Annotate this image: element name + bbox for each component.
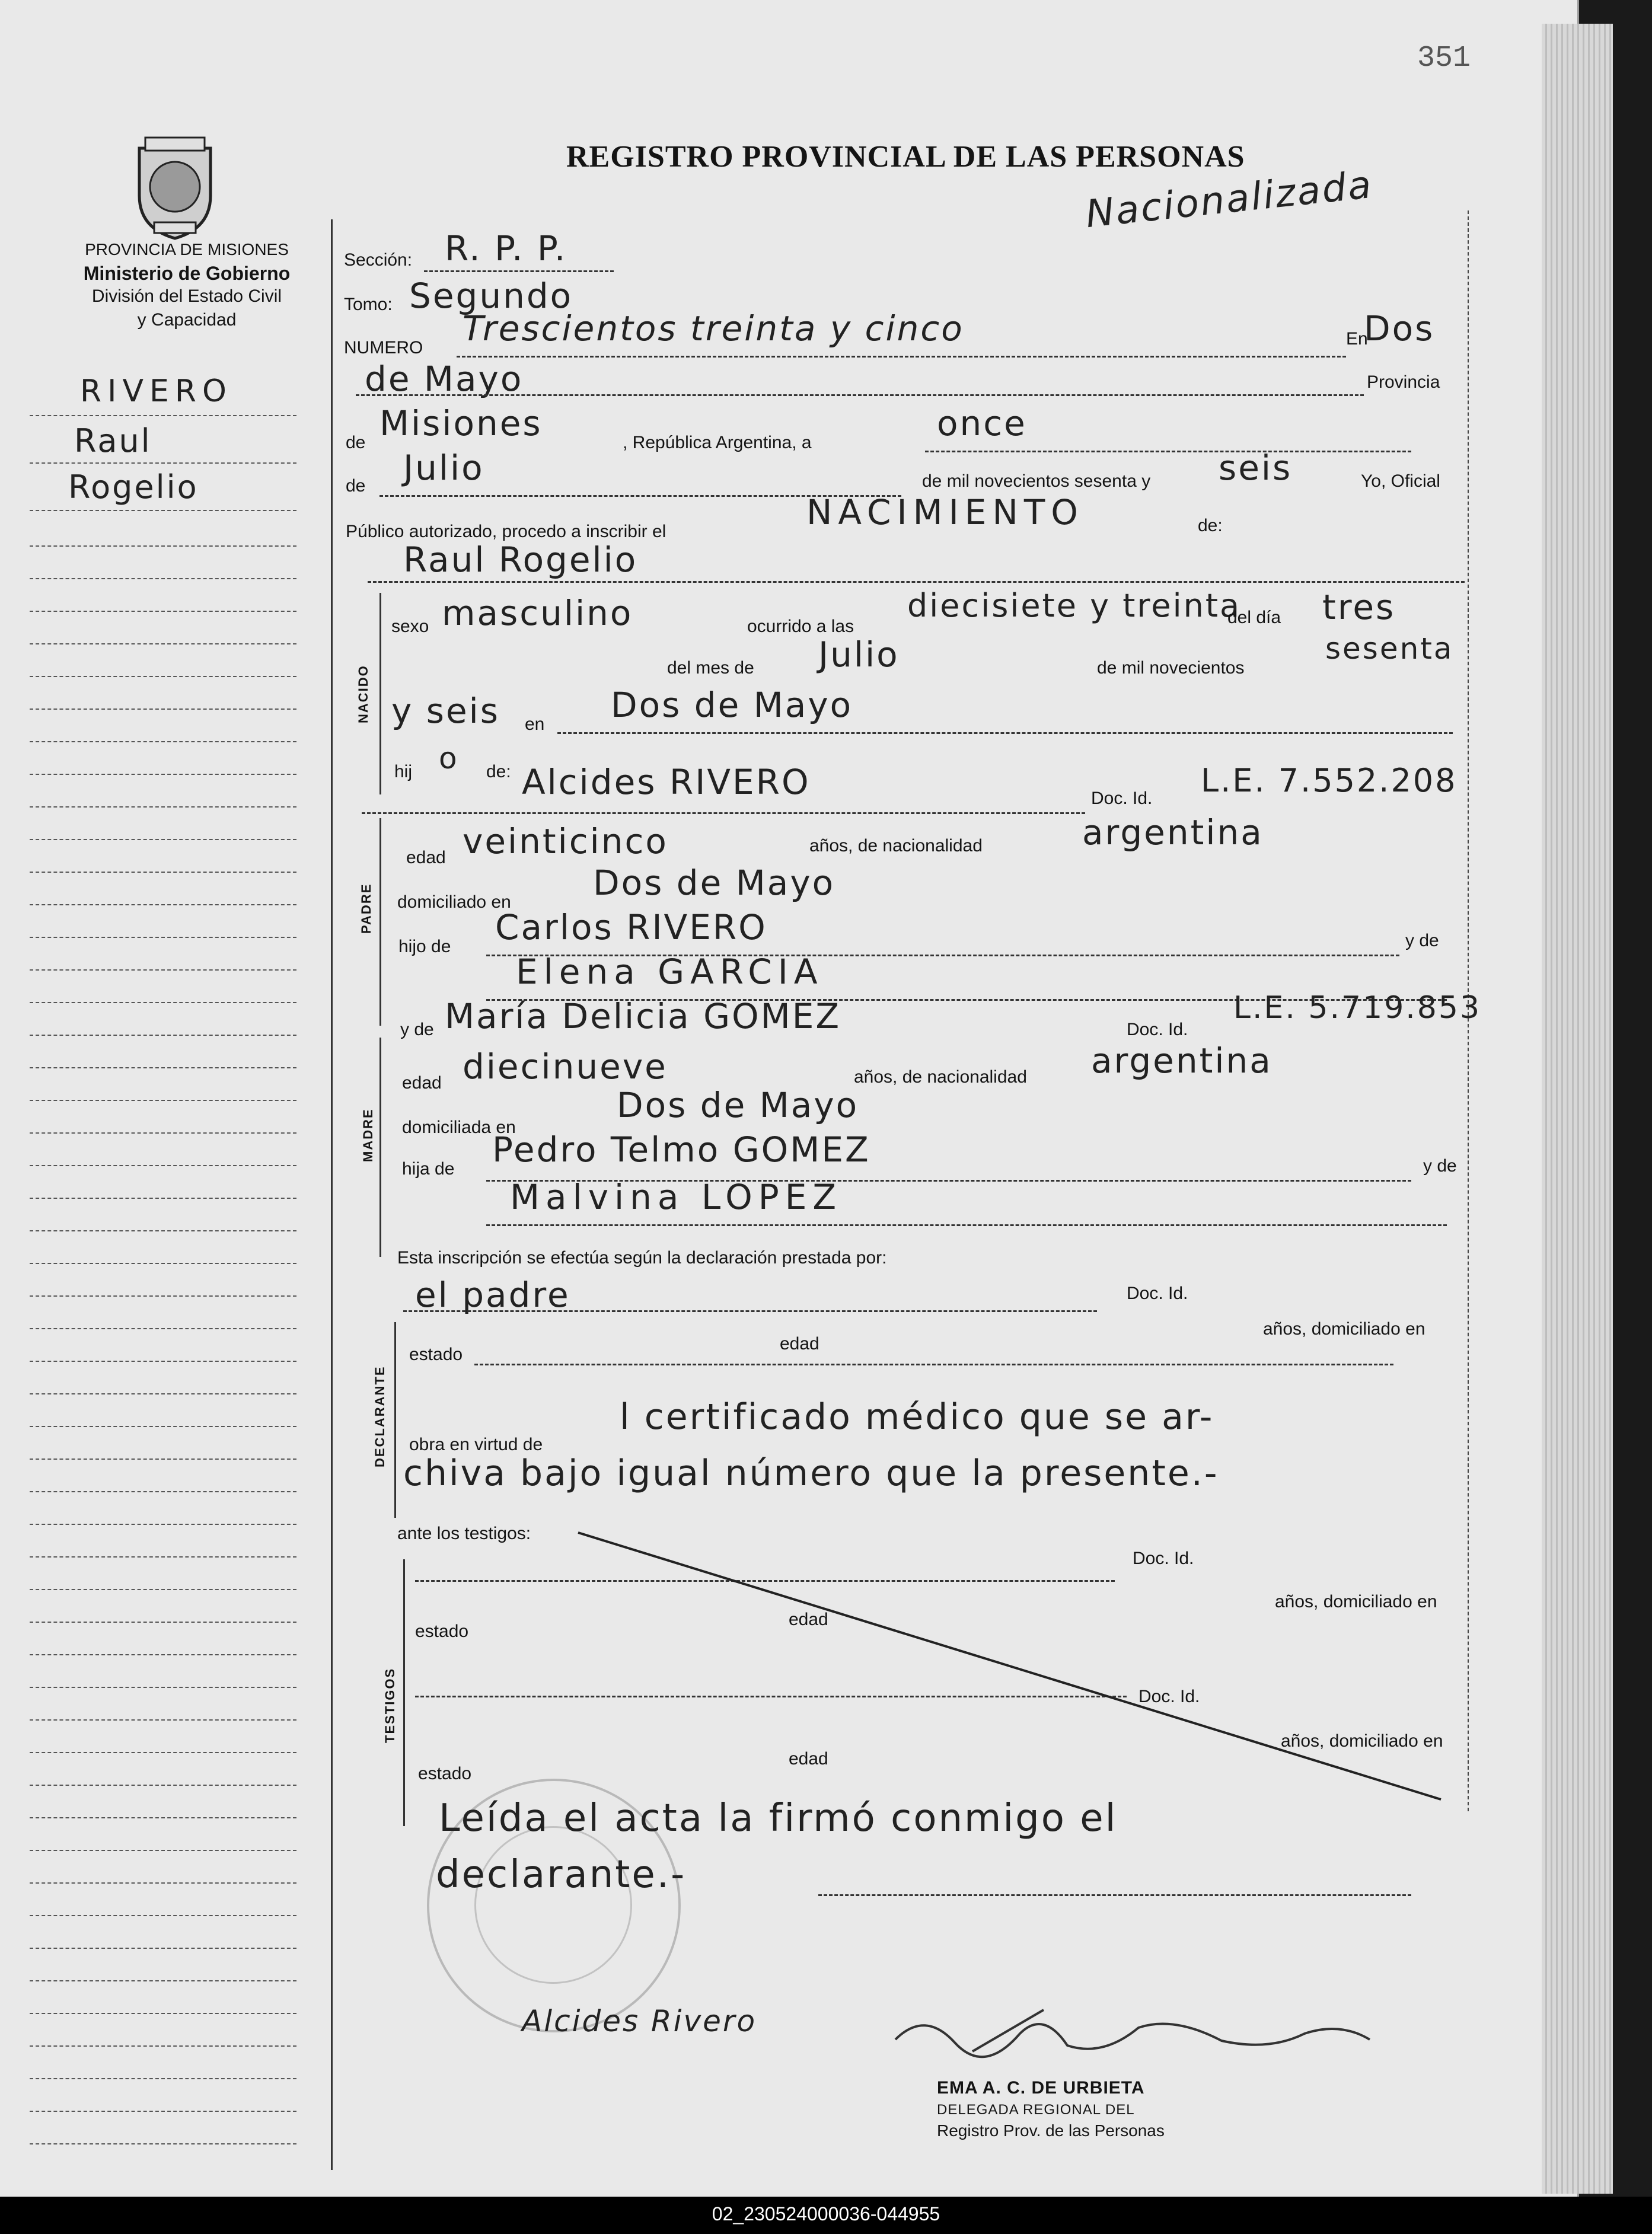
provincia-value: Misiones (379, 403, 543, 443)
declarante-anos-label: años, domiciliado en (1263, 1319, 1425, 1339)
anio-value: seis (1219, 448, 1293, 488)
madre-block-border (379, 1038, 381, 1257)
seccion-label: Sección: (344, 250, 413, 270)
ocurrido-label: ocurrido a las (747, 617, 854, 636)
anio-nac-value: sesenta (1325, 631, 1454, 666)
declarante-doc-label: Doc. Id. (1127, 1284, 1188, 1303)
page-number: 351 (1417, 42, 1471, 75)
declarante-edad-label: edad (780, 1334, 819, 1354)
cancellation-line (575, 1530, 1447, 1802)
publico-label: Público autorizado, procedo a inscribir el (346, 522, 666, 541)
declarante-side-label: DECLARANTE (372, 1365, 387, 1467)
en-label: En (1346, 329, 1368, 349)
declarante-estado-label: estado (409, 1345, 463, 1364)
padre-edad-value: veinticinco (463, 821, 668, 861)
madre-nac-value: argentina (1091, 1041, 1273, 1081)
del-mes-label: del mes de (667, 658, 754, 678)
numero-label: NUMERO (344, 338, 423, 358)
republica-label: , República Argentina, a (623, 433, 812, 452)
padre-dom-value: Dos de Mayo (593, 863, 835, 903)
de2-label: de: (486, 762, 511, 781)
document-title: REGISTRO PROVINCIAL DE LAS PERSONAS (566, 140, 1245, 174)
madre-y-de-label: y de (400, 1020, 434, 1039)
acto-value: NACIMIENTO (806, 492, 1084, 532)
madre-hija-de-label: hija de (402, 1159, 455, 1179)
margin-surname: RIVERO (80, 374, 232, 409)
padre-hijo-de-label: hijo de (398, 937, 451, 956)
hij-label: hij (394, 762, 413, 781)
testigo1-doc-label: Doc. Id. (1133, 1549, 1194, 1568)
padre-y-de-label: y de (1405, 931, 1439, 950)
tomo-value: Segundo (409, 276, 573, 316)
obra-line-2: chiva bajo igual número que la presente.- (403, 1453, 1219, 1494)
lugar-nac-value: Dos de Mayo (611, 685, 853, 725)
org-line-1: PROVINCIA DE MISIONES (85, 240, 289, 258)
provincia-label: Provincia (1367, 372, 1440, 392)
madre-padre-value: Pedro Telmo GOMEZ (492, 1129, 870, 1170)
madre-nombre-value: María Delicia GOMEZ (445, 996, 841, 1036)
declarante-block-border (394, 1322, 396, 1518)
org-line-3: División del Estado Civil (91, 286, 282, 306)
padre-doc-value: L.E. 7.552.208 (1201, 762, 1458, 799)
madre-anos-label: años, de nacionalidad (854, 1067, 1027, 1087)
madre-dom-label: domiciliada en (402, 1118, 516, 1137)
de-colon-label: de: (1198, 516, 1223, 535)
sexo-label: sexo (391, 617, 429, 636)
book-page-edges (1542, 24, 1613, 2194)
de-mil2-label: de mil novecientos (1097, 658, 1245, 678)
de-mil-label: de mil novecientos sesenta y (922, 471, 1151, 491)
padre-nac-value: argentina (1082, 812, 1264, 853)
stamp-line-2: DELEGADA REGIONAL DEL (937, 2102, 1135, 2118)
en-value: Dos (1364, 308, 1435, 349)
lugar-value: de Mayo (365, 359, 524, 399)
testigos-block-border (403, 1559, 405, 1826)
sexo-value: masculino (442, 593, 633, 633)
padre-anos-label: años, de nacionalidad (809, 836, 983, 856)
dia-inscripcion-value: once (937, 403, 1027, 443)
ante-testigos-label: ante los testigos: (397, 1524, 531, 1543)
testigo1-edad-label: edad (789, 1610, 828, 1629)
padre-doc-label: Doc. Id. (1091, 789, 1153, 808)
de-label-2: de (346, 476, 366, 496)
madre-y-de-label: y de (1423, 1156, 1457, 1176)
stamp-line-3: Registro Prov. de las Personas (937, 2121, 1165, 2140)
testigo1-anos-label: años, domiciliado en (1275, 1592, 1437, 1611)
madre-madre-value: Malvina LOPEZ (510, 1177, 843, 1217)
testigo1-estado-label: estado (415, 1622, 469, 1641)
declarante-signature: Alcides Rivero (522, 2004, 757, 2038)
testigo2-anos-label: años, domiciliado en (1281, 1731, 1443, 1751)
officer-signature (889, 1998, 1376, 2063)
de-label: de (346, 433, 366, 452)
nacido-side-label: NACIDO (356, 665, 371, 723)
del-dia-label: del día (1227, 608, 1281, 627)
padre-madre-value: Elena GARCIA (516, 952, 824, 992)
nationalized-annotation: Nacionalizada (1083, 162, 1375, 237)
numero-value: Trescientos treinta y cinco (463, 308, 964, 349)
obra-label: obra en virtud de (409, 1435, 543, 1454)
padre-edad-label: edad (406, 848, 446, 867)
madre-doc-value: L.E. 5.719.853 (1233, 990, 1482, 1026)
nacido-block-border (379, 593, 381, 794)
hij-suffix-value: o (439, 741, 459, 775)
madre-dom-value: Dos de Mayo (617, 1085, 859, 1125)
cierre-line-1: Leída el acta la firmó conmigo el (439, 1796, 1118, 1840)
stamp-line-1: EMA A. C. DE URBIETA (937, 2078, 1145, 2098)
declaracion-label: Esta inscripción se efectúa según la declaración prestada por: (397, 1248, 887, 1268)
left-column-divider (331, 219, 333, 2170)
declarante-value: el padre (415, 1275, 570, 1315)
coat-of-arms (127, 130, 222, 240)
file-id: 02_230524000036-044955 (712, 2203, 940, 2225)
yo-oficial-label: Yo, Oficial (1361, 471, 1440, 491)
margin-first-name: Raul (74, 422, 152, 459)
padre-nombre-value: Alcides RIVERO (522, 762, 811, 802)
hora-value: diecisiete y treinta (907, 587, 1242, 624)
padre-padre-value: Carlos RIVERO (495, 907, 767, 947)
testigo2-edad-label: edad (789, 1749, 828, 1769)
official-seal-inner (474, 1826, 632, 1984)
org-line-4: y Capacidad (137, 310, 237, 330)
margin-second-name: Rogelio (68, 468, 199, 506)
testigo2-estado-label: estado (418, 1764, 472, 1783)
org-line-2: Ministerio de Gobierno (83, 263, 291, 284)
mes-value: Julio (818, 634, 900, 675)
cierre-line-2: declarante.- (436, 1853, 687, 1897)
tomo-label: Tomo: (344, 295, 393, 314)
madre-edad-value: diecinueve (463, 1046, 668, 1087)
obra-line-1: l certificado médico que se ar- (620, 1396, 1214, 1438)
nombre-value: Raul Rogelio (403, 540, 638, 580)
testigo2-doc-label: Doc. Id. (1138, 1687, 1200, 1706)
madre-doc-label: Doc. Id. (1127, 1020, 1188, 1039)
padre-side-label: PADRE (359, 883, 374, 934)
testigos-side-label: TESTIGOS (382, 1667, 397, 1743)
en2-label: en (525, 714, 545, 734)
mes-inscripcion-value: Julio (403, 448, 484, 488)
madre-side-label: MADRE (361, 1108, 375, 1162)
padre-block-border (379, 818, 381, 1026)
anio-nac2-value: y seis (391, 691, 500, 731)
seccion-value: R. P. P. (445, 228, 567, 269)
madre-edad-label: edad (402, 1073, 442, 1093)
padre-dom-label: domiciliado en (397, 892, 511, 912)
dia-value: tres (1322, 587, 1396, 627)
